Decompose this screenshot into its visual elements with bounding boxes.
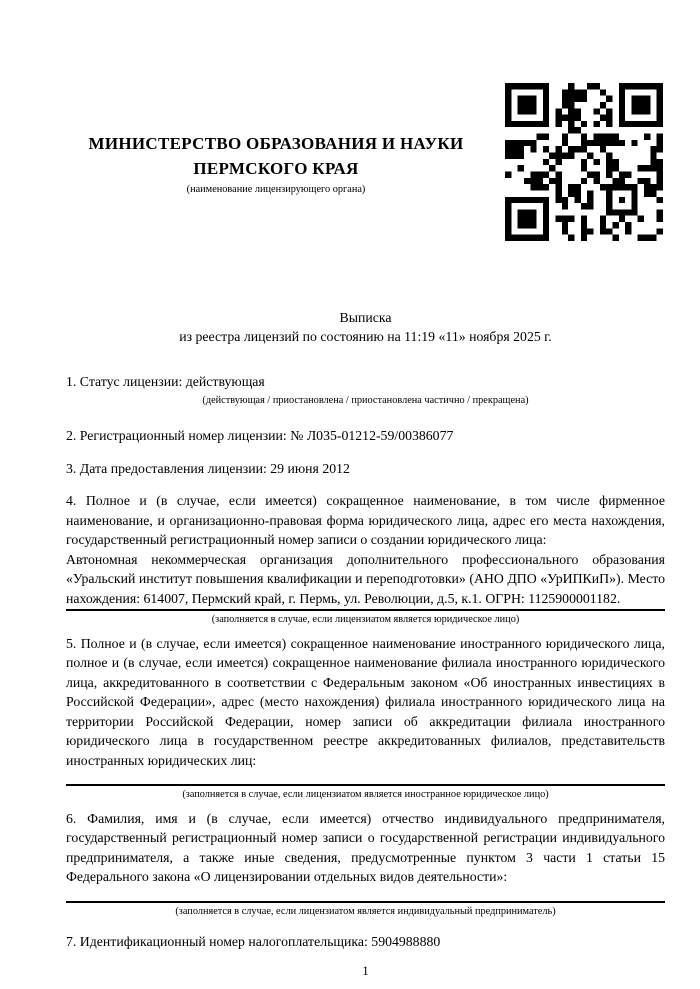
license-date-text: 3. Дата предоставления лицензии: 29 июня 2012 bbox=[66, 460, 350, 476]
individual-entrepreneur-fill-caption: (заполняется в случае, если лицензиатом является индивидуальный предприниматель) bbox=[175, 905, 556, 917]
licensing-authority-caption: (наименование лицензирующего органа) bbox=[186, 184, 366, 195]
foreign-entity-fill-caption: (заполняется в случае, если лицензиатом является иностранное юридическое лицо) bbox=[182, 789, 549, 800]
document-subtitle: из реестра лицензий по состоянию на 11:19 «11» ноября 2025 г. bbox=[179, 329, 552, 344]
section-individual-entrepreneur bbox=[66, 809, 665, 919]
section-legal-entity bbox=[66, 491, 665, 627]
individual-entrepreneur-question: 6. Фамилия, имя и (в случае, если имеется) отчество индивидуального предпринимателя, государственный регистрационный номер записи о государственной регистрации индивидуального предпринимателя, а также иные сведения, предусмотренные пунктом 3 части 1 статьи 15 Федерального закона «О лицензировании отдельных видов деятельности»: bbox=[66, 810, 665, 884]
section-license-date bbox=[66, 459, 665, 479]
foreign-entity-blank-line bbox=[66, 772, 665, 786]
individual-entrepreneur-blank-line bbox=[66, 889, 665, 903]
ministry-name-line1: МИНИСТЕРСТВО ОБРАЗОВАНИЯ И НАУКИ bbox=[88, 134, 464, 153]
license-status-options-caption: (действующая / приостановлена / приостановлена частично / прекращена) bbox=[202, 394, 529, 406]
section-license-status bbox=[66, 372, 665, 407]
legal-entity-answer: Автономная некоммерческая организация дополнительного профессионального образования «Уральский институт повышения квалификации и переподготовки» (АНО ДПО «УрИПКиП»). Место нахождения: 614007, Пермский край, г. Пермь, ул. Революции, д.5, к.1. ОГРН: 1125900001182. bbox=[66, 550, 665, 612]
document-header bbox=[66, 0, 486, 196]
legal-entity-fill-caption: (заполняется в случае, если лицензиатом является юридическое лицо) bbox=[211, 614, 520, 625]
foreign-entity-question: 5. Полное и (в случае, если имеется) сокращенное наименование иностранного юридического лица, полное и (в случае, если имеется) сокращенное наименование филиала иностранного юридического лица, аккредитованного в соответствии с Федеральным законом «Об иностранных инвестициях в Российской Федерации», адрес (место нахождения) филиала иностранного юридического лица на территории Российской Федерации, номер записи об аккредитации филиала иностранного юридического лица в государственном реестре аккредитованных филиалов, представительств иностранных юридических лиц: bbox=[66, 635, 665, 768]
page-number: 1 bbox=[362, 963, 369, 978]
document-title: Выписка bbox=[339, 310, 392, 325]
section-taxpayer-number bbox=[66, 932, 665, 952]
taxpayer-number-text: 7. Идентификационный номер налогоплательщика: 5904988880 bbox=[66, 934, 441, 949]
document-title-block bbox=[66, 308, 665, 346]
qr-code-icon bbox=[505, 83, 663, 241]
legal-entity-question: 4. Полное и (в случае, если имеется) сокращенное наименование, в том числе фирменное наименование, и организационно-правовая форма юридического лица, адрес его места нахождения, государственный регистрационный номер записи о создании юридического лица: bbox=[66, 493, 665, 547]
license-status-text: 1. Статус лицензии: действующая bbox=[66, 374, 265, 389]
ministry-name-line2: ПЕРМСКОГО КРАЯ bbox=[193, 159, 359, 178]
section-registration-number bbox=[66, 426, 665, 446]
section-foreign-entity bbox=[66, 634, 665, 802]
registration-number-text: 2. Регистрационный номер лицензии: № Л035-01212-59/00386077 bbox=[66, 428, 454, 443]
